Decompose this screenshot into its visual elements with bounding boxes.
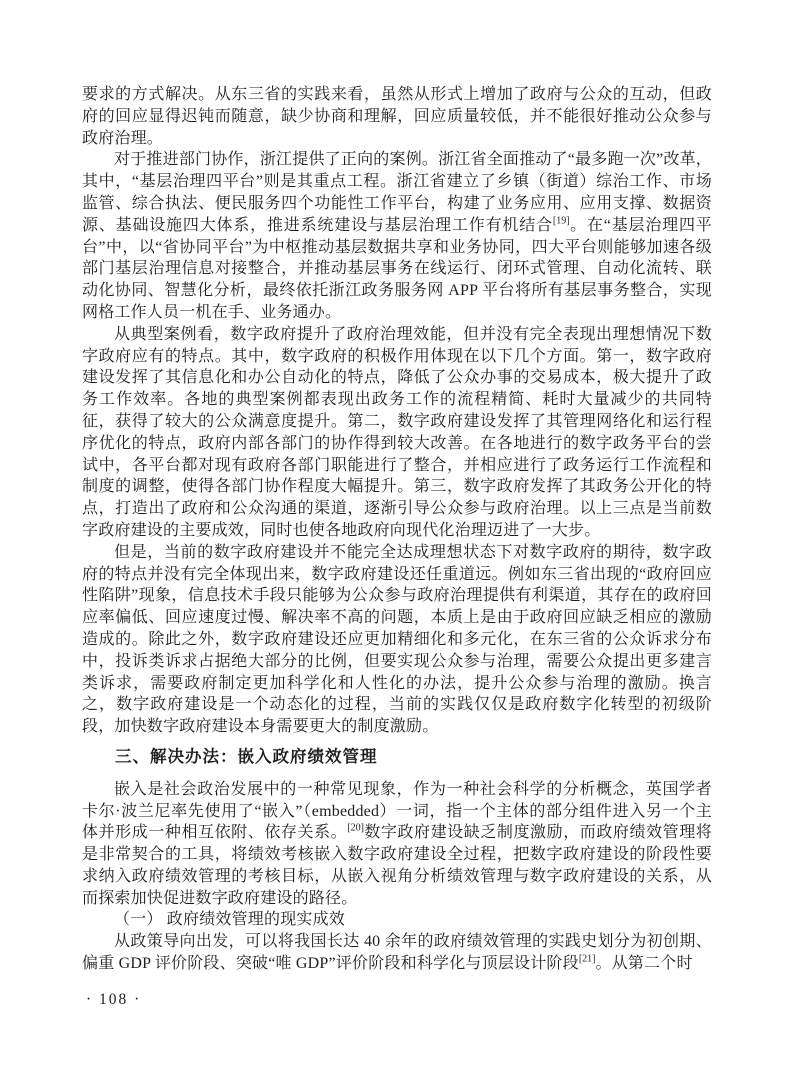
page-number: · 108 · [86,991,142,1008]
citation-ref: [21] [578,953,596,965]
paragraph: 对于推进部门协作，浙江提供了正向的案例。浙江省全面推动了“最多跑一次”改革，其中，“基层治理四平台”则是其重点工程。浙江省建立了乡镇（街道）综治工作、市场监管、综合执法、便民服务四个功能性工作平台，构建了业务应用、应用支撑、数据资源、基础设施四大体系，推进系统建设与基层治理工作有机结合[19]。在“基层治理四平台”中，以“省协同平台”为中枢推动基层数据共享和业务协同，四大平台则能够加速各级部门基层治理信息对接整合，并推动基层事务在线运行、闭环式管理、自动化流转、联动化协同、智慧化分析，最终依托浙江政务服务网 APP 平台将所有基层事务整合，实现网格工作人员一机在手、业务通办。 [82,151,712,321]
paragraph: 嵌入是社会政治发展中的一种常见现象，作为一种社会科学的分析概念，英国学者卡尔·波兰尼率先使用了“嵌入”（embedded）一词，指一个主体的部分组件进入另一个主体并形成一种相互依附、依存关系。[20]数字政府建设缺乏制度激励，而政府绩效管理将是非常契合的工具，将绩效考核嵌入数字政府建设全过程，把数字政府建设的阶段性要求纳入政府绩效管理的考核目标，从嵌入视角分析绩效管理与数字政府建设的关系，从而探索加快促进数字政府建设的路径。 [82,780,713,907]
paragraph: 要求的方式解决。从东三省的实践来看，虽然从形式上增加了政府与公众的互动，但政府的回应显得迟钝而随意，缺少协商和理解，回应质量较低，并不能很好推动公众参与政府治理。 [82,86,712,147]
paragraph: 从典型案例看，数字政府提升了政府治理效能，但并没有完全表现出理想情况下数字政府应有的特点。其中，数字政府的积极作用体现在以下几个方面。第一，数字政府建设发挥了其信息化和办公自动化的特点，降低了公众办事的交易成本，极大提升了政务工作效率。各地的典型案例都表现出政务工作的流程精简、耗时大量减少的共同特征，获得了较大的公众满意度提升。第二，数字政府建设发挥了其管理网络化和运行程序优化的特点，政府内部各部门的协作得到较大改善。在各地进行的数字政务平台的尝试中，各平台都对现有政府各部门职能进行了整合，并相应进行了政务运行工作流程和制度的调整，使得各部门协作程度大幅提升。第三，数字政府发挥了其政务公开化的特点，打造出了政府和公众沟通的渠道，逐渐引导公众参与政府治理。以上三点是当前数字政府建设的主要成效，同时也使各地政府向现代化治理迈进了一大步。 [82,325,712,539]
subsection-heading: （一） 政府绩效管理的现实成效 [114,911,346,929]
document-body [82,84,712,975]
paragraph: 从政策导向出发，可以将我国长达 40 余年的政府绩效管理的实践史划分为初创期、偏重 GDP 评价阶段、突破“唯 GDP”评价阶段和科学化与顶层设计阶段[21]。从第二个时 [82,933,712,973]
citation-ref: [19] [552,215,570,227]
citation-ref: [20] [347,822,364,834]
paragraph: 但是，当前的数字政府建设并不能完全达成理想状态下对数字政府的期待，数字政府的特点并没有完全体现出来，数字政府建设还任重道远。例如东三省出现的“政府回应性陷阱”现象，信息技术手段只能够为公众参与政府治理提供有利渠道，其存在的政府回应率偏低、回应速度过慢、解决率不高的问题，本质上是由于政府回应缺乏相应的激励造成的。除此之外，数字政府建设还应更加精细化和多元化，在东三省的公众诉求分布中，投诉类诉求占据绝大部分的比例，但要实现公众参与治理，需要公众提出更多建言类诉求，需要政府制定更加科学化和人性化的办法，提升公众参与治理的激励。换言之，数字政府建设是一个动态化的过程，当前的实践仅仅是政府数字化转型的初级阶段，加快数字政府建设本身需要更大的制度激励。 [82,543,712,736]
section-heading: 三、解决办法：嵌入政府绩效管理 [115,747,378,766]
